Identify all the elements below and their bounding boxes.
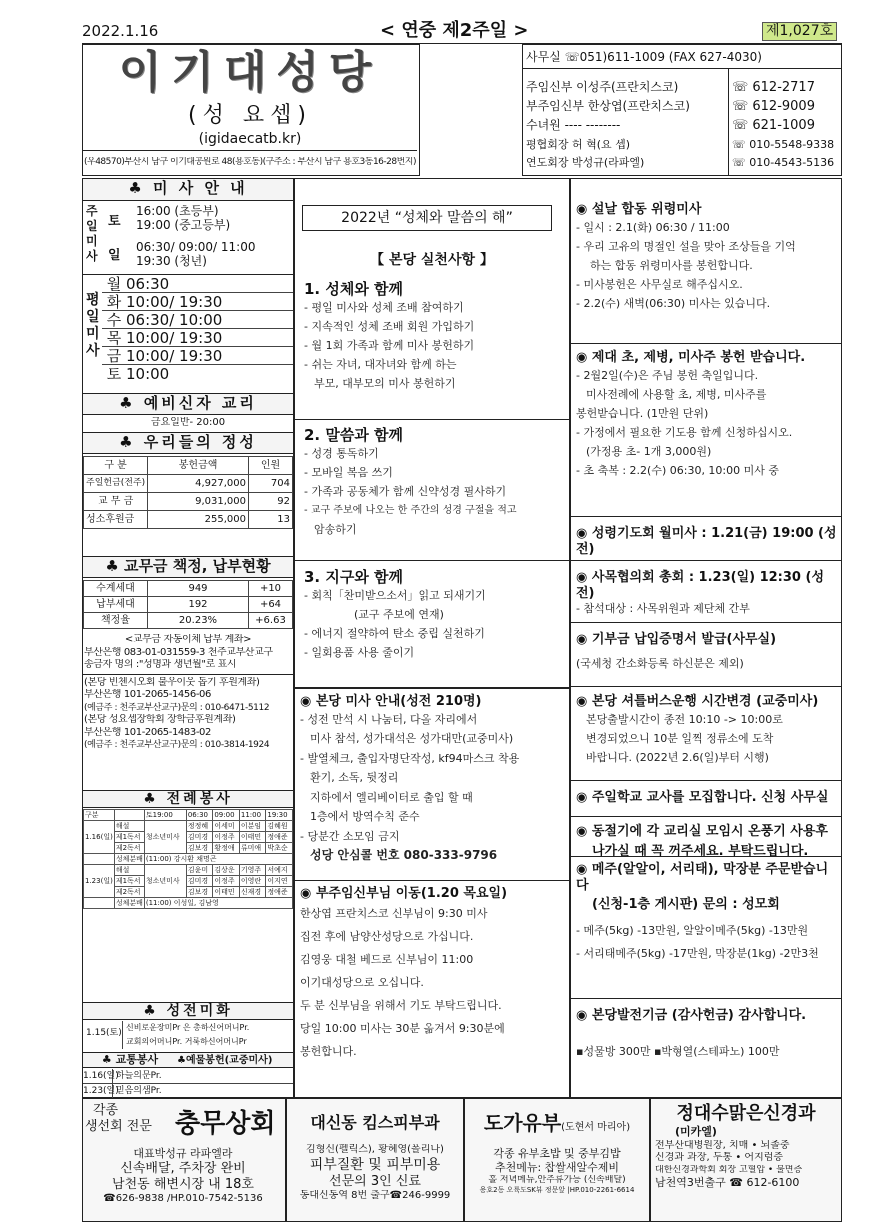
church-web: (igidaecatb.kr) xyxy=(198,131,302,147)
date: 2022.1.16 xyxy=(82,22,159,40)
contact-prayer: 연도회장 박성규(라파엘) xyxy=(526,156,645,169)
notice-offering: ◉ 제대 초, 제병, 미사주 봉헌 받습니다. - 2월2일(수)은 주님 봉헌 축일입니다. 미사전례에 사용할 초, 제병, 미사주를 봉헌받습니다. (1만원 단위) - 가정에서 필요한 기도용 함께 신청하십시오. (가정용 초- 1개 3,000원) - 초 축복 : 2.2(수) 06:30, 10:00 미사 중 xyxy=(576,350,806,477)
sun-label: 일 xyxy=(108,248,121,263)
mass-title: ♣ 미 사 안 내 xyxy=(83,179,293,201)
sun-time-2: 19:30 (청년) xyxy=(136,254,207,268)
weekday-row: 월 06:30 xyxy=(102,275,293,293)
priest-transfer-notice: ◉ 부주임신부님 이동(1.20 목요일) 한상엽 프란치스코 신부님이 9:30 미사 집전 후에 남양산성당으로 가십니다. 김영웅 대철 베드로 신부님이 11:00 이기대성당으로 오십니다. 두 분 신부님을 위해서 기도 부탁드립니다. 당일 10:00 미사는 30분 옮겨서 9:30분에 봉헌합니다. xyxy=(300,886,508,1058)
ad-kims-derm: 대신동 킴스피부과 김형신(펠릭스), 황혜영(폴리나) 피부질환 및 피부미용 선문의 3인 신료 동대신동역 8번 출구☎246-9999 xyxy=(286,1098,464,1222)
church-name: 이기대성당 xyxy=(118,47,382,98)
traffic-list xyxy=(83,1069,293,1098)
table-row: 납부세대 192 +64 xyxy=(84,597,293,613)
table-row: 수계세대 949 +10 xyxy=(84,581,293,597)
safe-call-number: 성당 안심콜 번호 080-333-9796 xyxy=(310,848,498,863)
sat-label: 토 xyxy=(108,214,121,229)
contact-convent-phone: ☏ 621-1009 xyxy=(732,118,815,133)
table-row: 제1독서 김미경 이정주 이태민 정애준 xyxy=(84,832,293,843)
traffic-title: ♣ 교통봉사 ♣예물봉헌(교중미사) xyxy=(83,1052,293,1068)
flower-title: ♣ 성전미화 xyxy=(83,1002,293,1020)
ad-dogayubu: 도가유부(도현서 마리아) 각종 유부초밥 및 중부김밥 추천메뉴: 찹쌀새알수제비 홀 저녁메뉴,안주류가능 (신속배달) 용호2동 오륙도SK뷰 정문앞 |HP.010-2261-6614 xyxy=(464,1098,650,1222)
flower-date: 1.15(토) xyxy=(86,1028,122,1038)
table-row: 책정율 20.23% +6.63 xyxy=(84,613,293,629)
practice-section-3: 3. 지구와 함께 - 회칙「찬미받으소서」읽고 되새기기 (교구 주보에 연재) - 에너지 절약하여 탄소 중립 실천하기 - 일회용품 사용 줄이기 xyxy=(304,568,486,659)
contact-pastor-phone: ☏ 612-2717 xyxy=(732,80,815,95)
table-row: 성소후원금 255,000 13 xyxy=(84,511,293,529)
mass-notice: ◉ 본당 미사 안내(성전 210명) - 성전 만석 시 나눔터, 다올 자리에서 미사 참석, 성가대석은 성가대만(교중미사) - 발열체크, 출입자명단작성, kf94마스크 착용 환기, 소독, 뒷정리 지하에서 엘리베이터로 출입 할 때 1층에서 방역수칙 준수 - 당분간 소모임 금지 성당 안심콜 번호 080-333-9796 xyxy=(300,690,566,866)
contact-prayer-phone: ☏ 010-4543-5136 xyxy=(732,156,835,169)
contact-assistant: 부주임신부 한상엽(프란치스코) xyxy=(526,99,690,113)
ad-chungmu: 각종 생선회 전문 충무상회 대표박성규 라파엘라 신속배달, 주차장 완비 남천동 해변시장 내 18호 ☎626-9838 /HP.010-7542-5136 xyxy=(82,1098,286,1222)
notice-new-year-mass: ◉ 설날 합동 위령미사 - 일시 : 2.1(화) 06:30 / 11:00 - 우리 고유의 명절인 설을 맞아 조상들을 기억 하는 합동 위령미사를 봉헌합니다. - 미사봉헌은 사무실로 해주십시오. - 2.2(수) 새벽(06:30) 미사는 있습니다. xyxy=(576,202,796,310)
sun-time-1: 06:30/ 09:00/ 11:00 xyxy=(136,240,256,254)
account-info: <교무금 자동이체 납부 계좌> 부산은행 083-01-031559-3 천주교부산교구 송금자 명의 :"성명과 생년월"로 표시 (본당 빈첸시오회 불우이웃 돕기 후원계좌) 부산은행 101-2065-1456-06 (예금주 : 천주교부산교구)문의 : 010-6471-5112 (본당 성요셉장학회 장학금후원계좌) 부산은행 101-2065-1483-02 (예금주 : 천주교부산교구)문의 : 010-3814-1924 xyxy=(84,634,292,752)
notice-meju-order: ◉ 메주(알알이, 서리태), 막장분 주문받습니다 (신청-1층 게시판) 문의 : 성모회 - 메주(5kg) -13만원, 알알이메주(5kg) -13만원 - 서리태메주(5kg) -17만원, 막장분(1kg) -2만3천 xyxy=(576,862,829,960)
kyomu-table xyxy=(83,580,293,629)
kyomu-title: ♣ 교무금 책정, 납부현황 xyxy=(83,556,293,578)
liturgy-table: 구분 토19:00 06:30 09:00 11:00 19:30 1.16(일) 해설 청소년미사 정정혜 이세미 이분임 김혜원 제1독서 김미경 이정주 이태민 정애준 제2독서 김보경 황정애 류미애 박초순 성체분배 (11:00) 강시환 채명곤 1.23(일) 해설 청소년미사 김윤미 김상운 기영주 서예지 제1독서 김미경 이정주 이영란 이지연 제2독서 김보경 이태민 신재경 정애준 성체분배 (11:00) 이성일, 김남영 xyxy=(83,809,293,909)
church-address: (우48570)부산시 남구 이기대공원로 48(용호동)(구주소 : 부산시 남구 용호3동16-28번지) xyxy=(83,157,417,167)
weekday-mass-label: 평일미사 xyxy=(86,292,100,359)
table-row: 교 무 금 9,031,000 92 xyxy=(84,493,293,511)
sat-time-1: 16:00 (초등부) xyxy=(136,204,219,218)
week-title: < 연중 제2주일 > xyxy=(380,20,529,41)
issue-number: 제1,027호 xyxy=(762,22,837,41)
practice-section-2: 2. 말씀과 함께 - 성경 통독하기 - 모바일 복음 쓰기 - 가족과 공동체가 함께 신약성경 필사하기 - 교구 주보에 나오는 한 주간의 성경 구절을 적고 암송하기 xyxy=(304,426,517,536)
table-row: 주일헌금(전주) 4,927,000 704 xyxy=(84,475,293,493)
weekday-row: 목 10:00/ 19:30 xyxy=(102,329,293,347)
table-row: 제2독서 김보경 이태민 신재경 정애준 xyxy=(84,887,293,898)
contact-pastor: 주임신부 이성주(프란치스코) xyxy=(526,80,679,94)
notice-heater: ◉ 동절기에 각 교리실 모임시 온풍기 사용후 나가실 때 꼭 꺼주세요. 부탁드립니다. xyxy=(576,824,828,859)
notice-development-fund: ◉ 본당발전기금 (감사헌금) 감사합니다. ▪성물방 300만 ▪박형열(스테파노) 100만 xyxy=(576,1008,807,1058)
theme-banner: 2022년 “성체와 말씀의 해” xyxy=(302,205,552,231)
church-block xyxy=(82,44,420,176)
notice-donation-receipt: ◉ 기부금 납입증명서 발급(사무실) (국세청 간소화등록 하신분은 제외) xyxy=(576,632,777,670)
ad-title: 대신동 킴스피부과 xyxy=(310,1113,440,1132)
table-row: 1.23(일) 해설 청소년미사 김윤미 김상운 기영주 서예지 xyxy=(84,865,293,876)
practice-section-1: 1. 성체와 함께 - 평일 미사와 성체 조배 참여하기 - 지속적인 성체 조배 회원 가입하기 - 월 1회 가족과 함께 미사 봉헌하기 - 쉬는 자녀, 대자녀와 함께 하는 부모, 대부모의 미사 봉헌하기 xyxy=(304,280,475,390)
catechumen-title: ♣ 예비신자 교리 xyxy=(83,393,293,415)
weekday-list xyxy=(102,275,293,383)
notice-prayer-meeting: ◉ 성령기도회 월미사 : 1.21(금) 19:00 (성전) xyxy=(576,526,837,557)
table-row: 성체분배 (11:00) 강시환 채명곤 xyxy=(84,854,293,865)
table-row: 제2독서 김보경 황정애 류미애 박초순 xyxy=(84,843,293,854)
contact-assistant-phone: ☏ 612-9009 xyxy=(732,99,815,114)
contact-council-phone: ☏ 010-5548-9338 xyxy=(732,138,835,151)
sat-time-2: 19:00 (중고등부) xyxy=(136,218,231,232)
weekday-row: 화 10:00/ 19:30 xyxy=(102,293,293,311)
sunday-mass-label: 주일미사 xyxy=(86,204,98,263)
ad-title: 충무상회 xyxy=(175,1109,276,1139)
notice-shuttle-bus: ◉ 본당 셔틀버스운행 시간변경 (교중미사) 본당출발시간이 종전 10:10 -> 10:00로 변경되었으니 10분 일찍 정류소에 도착 바랍니다. (2022년 2.6(일)부터 시행) xyxy=(576,694,819,764)
notice-council: ◉ 사목협의회 총회 : 1.23(일) 12:30 (성전) - 참석대상 : 사목위원과 제단체 간부 xyxy=(576,570,824,616)
notice-teacher-recruit: ◉ 주일학교 교사를 모집합니다. 신청 사무실 xyxy=(576,790,829,805)
church-patron: (성 요셉) xyxy=(188,103,312,128)
liturgy-title: ♣ 전례봉사 xyxy=(83,790,293,808)
flower-list: 신비로운장미Pr 은 총하신어머니Pr. 교회의어머니Pr. 거룩하신어머니Pr xyxy=(122,1021,293,1049)
contact-office: 사무실 ☏051)611-1009 (FAX 627-4030) xyxy=(526,50,762,64)
table-row: 1.16(일) 해설 청소년미사 정정혜 이세미 이분임 김혜원 xyxy=(84,821,293,832)
ad-title: 도가유부 xyxy=(483,1111,562,1135)
table-row: 제1독서 김미경 이정주 이영란 이지연 xyxy=(84,876,293,887)
catechumen-time: 금요일반- 20:00 xyxy=(150,417,226,428)
table-row: 1.23(일) 믿음의샘Pr. xyxy=(83,1086,162,1096)
table-row: 성체분배 (11:00) 이성일, 김남영 xyxy=(84,898,293,909)
weekday-row: 토 10:00 xyxy=(106,365,170,383)
contact-council: 평협회장 허 혁(요 셉) xyxy=(526,138,631,151)
ad-neurology: 정대수맑은신경과 (미카엘) 전부산대병원장, 치매 • 뇌졸중 신경과 과장, 두통 • 어지럼증 대한신경과학회 회장 고혈압 • 불면증 남천역3번출구 ☎ 612-6100 xyxy=(650,1098,842,1222)
contact-convent: 수녀원 ---- -------- xyxy=(526,118,621,132)
weekday-row: 수 06:30/ 10:00 xyxy=(102,311,293,329)
weekday-row: 금 10:00/ 19:30 xyxy=(102,347,293,365)
devotion-title: ♣ 우리들의 정성 xyxy=(83,432,293,454)
practice-title: 【 본당 실천사항 】 xyxy=(370,252,494,268)
table-row: 1.16(일) 하늘의문Pr. xyxy=(83,1069,293,1084)
ad-title: 정대수맑은신경과 xyxy=(676,1103,816,1124)
devotion-table: 구 분 봉헌금액 인원 주일헌금(전주) 4,927,000 704 교 무 금 9,031,000 92 성소후원금 255,000 13 xyxy=(83,456,293,529)
